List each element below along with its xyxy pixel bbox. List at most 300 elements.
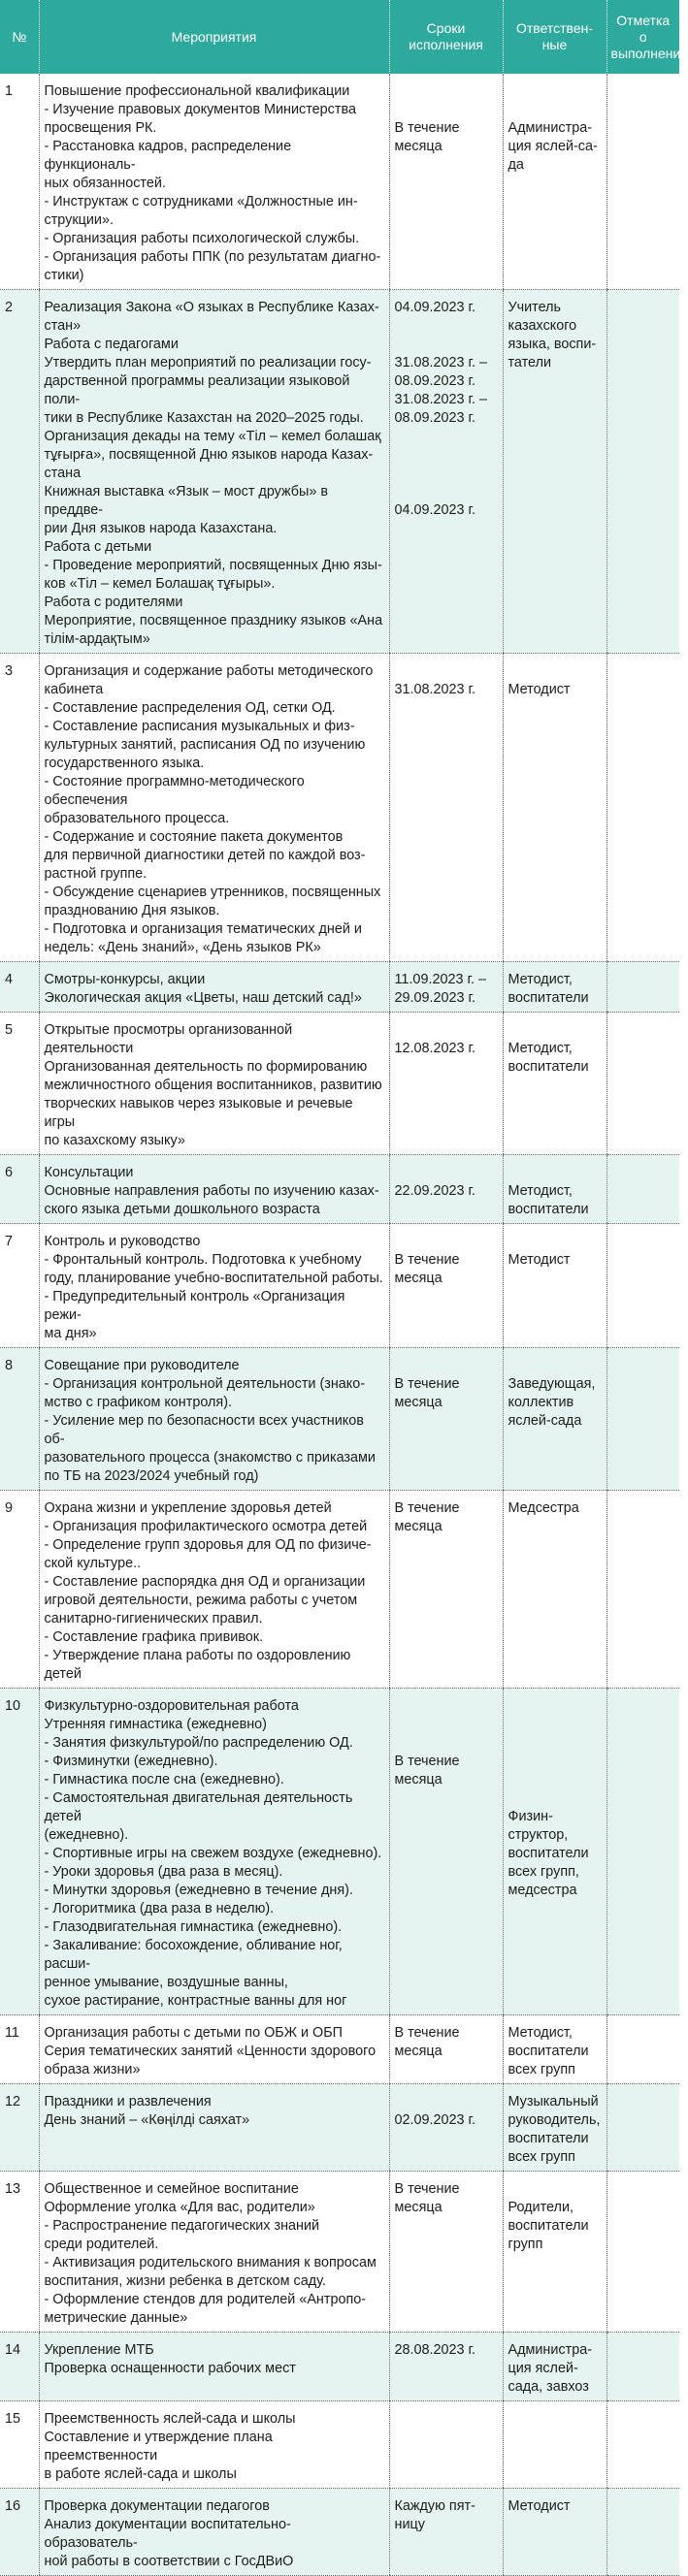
cell-event [39,1013,389,1155]
cell-deadline [389,1155,503,1224]
event-line: - Организация работы психологической службы. [44,231,360,246]
cell-num: 1 [0,74,39,290]
responsible-line [508,2410,602,2429]
event-line: Консультации [44,1165,134,1180]
deadline-line: 31.08.2023 г. [394,682,476,697]
event-line: образовательного процесса. [44,811,230,826]
event-line: кабинета [44,682,104,697]
event-line: просвещения РК. [44,120,157,136]
event-line: сухое растирание, контрастные ванны для ног [44,1993,347,2009]
responsible-line: воспитатели [508,1202,589,1217]
event-line: игровой деятельности, режима работы с учетом [44,1593,358,1608]
event-line: - Оформление стендов для родителей «Антропо- [44,2292,367,2307]
responsible-line [508,82,602,101]
event-line: по казахскому языку» [44,1133,185,1148]
responsible-line [508,1357,602,1375]
responsible-line: всех групп, [508,1864,579,1880]
responsible-line [508,1753,602,1771]
cell-responsible [503,2015,606,2084]
cell-event [39,654,389,962]
event-line: творческих навыков через языковые и речевые игры [44,1096,353,1130]
responsible-line [508,1734,602,1753]
deadline-line: месяца [394,139,442,154]
deadline-line [395,101,498,119]
event-line: ков «Тіл – кемел Болашақ тұғыры». [44,576,276,592]
event-line: - Гимнастика после сна (ежедневно). [44,1772,284,1787]
responsible-line [508,1697,602,1716]
deadline-line: 22.09.2023 г. [394,1183,476,1199]
event-line: - Инструктаж с сотрудниками «Должностные ин- [44,194,358,209]
cell-num: 3 [0,654,39,962]
event-line: - Распространение педагогических знаний [44,2218,320,2234]
header-deadline: Сроки исполнения [389,0,503,74]
cell-responsible [503,1224,606,1348]
event-line: ской культуре.. [44,1556,142,1571]
cell-num: 9 [0,1491,39,1689]
event-line: празднованию Дня языков. [44,903,220,918]
responsible-line: медсестра [508,1883,577,1898]
event-line: Книжная выставка «Язык – мост дружбы» в преддве- [44,484,329,518]
table-row [0,962,679,1013]
deadline-line [395,483,498,501]
cell-event [39,2015,389,2084]
deadline-line: 08.09.2023 г. [394,410,476,426]
responsible-line [508,1021,602,1040]
responsible-line: казахского [508,318,577,334]
responsible-line: всех групп [508,2062,575,2077]
event-line: Составление и утверждение плана преемственности [44,2430,273,2463]
responsible-line [508,1233,602,1251]
cell-event [39,1491,389,1689]
event-line: День знаний – «Көңілді саяхат» [44,2112,250,2128]
event-line: - Предупредительный контроль «Организация режи- [44,1289,345,1323]
cell-event [39,2401,389,2489]
deadline-line [395,1357,498,1375]
cell-deadline [389,1224,503,1348]
event-line: Реализация Закона «О языках в Республике Казах- [44,300,379,315]
event-line: - Минутки здоровья (ежедневно в течение дня). [44,1883,353,1898]
deadline-line [395,446,498,465]
deadline-line: В течение [394,2025,460,2041]
event-line: - Логоритмика (два раза в неделю). [44,1901,275,1916]
cell-deadline [389,2401,503,2489]
deadline-line: 12.08.2023 г. [394,1041,476,1056]
cell-responsible [503,1348,606,1491]
deadline-line: месяца [394,2200,442,2215]
cell-responsible [503,654,606,962]
responsible-line [508,101,602,119]
cell-event [39,2489,389,2576]
table-row [0,2401,679,2489]
cell-responsible [503,2084,606,2172]
table-row [0,74,679,290]
cell-num: 2 [0,290,39,654]
deadline-line: 31.08.2023 г. – [394,355,488,370]
table-row [0,1155,679,1224]
cell-event [39,1348,389,1491]
table-row [0,1491,679,1689]
cell-num: 8 [0,1348,39,1491]
deadline-line: 08.09.2023 г. [394,373,476,389]
event-line: ной работы в соответствии с ГосДВиО [44,2554,294,2569]
event-line: Смотры-конкурсы, акции [44,972,206,987]
cell-mark [606,1348,679,1491]
cell-responsible [503,2333,606,2401]
responsible-line [508,1789,602,1808]
event-line: - Проведение мероприятий, посвященных Дню язы- [44,558,382,573]
responsible-line: групп [508,2237,543,2252]
deadline-line [395,2410,498,2429]
deadline-line [395,1021,498,1040]
responsible-line: воспитатели [508,1846,589,1861]
event-line: мство с графиком контроля). [44,1395,233,1410]
table-row [0,1348,679,1491]
event-line: Организация декады на тему «Тіл – кемел болашақ [44,429,381,444]
event-line: - Усиление мер по безопасности всех участников об- [44,1413,364,1447]
event-line: - Глазодвигательная гимнастика (ежедневно). [44,1919,343,1935]
deadline-line: В течение [394,1376,460,1392]
event-line: Серия тематических занятий «Ценности здорового [44,2044,377,2059]
event-line: (ежедневно). [44,1827,129,1843]
event-line: - Определение групп здоровья для ОД по физиче- [44,1537,372,1553]
event-line: году, планирование учебно-воспитательной работы. [44,1271,383,1286]
event-line: ных обязанностей. [44,176,166,191]
responsible-line: языка, воспи- [508,337,597,352]
cell-deadline [389,1491,503,1689]
responsible-line: татели [508,355,552,370]
event-line: - Обсуждение сценариев утренников, посвященных [44,885,381,900]
event-line: дарственной программы реализации языковой поли- [44,373,350,407]
event-line: Утвердить план мероприятий по реализации госу- [44,355,372,370]
event-line: межличностного общения воспитанников, развитию [44,1078,382,1093]
event-line: Укрепление МТБ [44,2342,154,2358]
deadline-line: месяца [394,2044,442,2059]
cell-mark [606,1689,679,2015]
cell-responsible [503,1013,606,1155]
cell-deadline [389,2172,503,2333]
responsible-line [508,662,602,681]
cell-deadline [389,1689,503,2015]
event-line: - Составление распределения ОД, сетки ОД. [44,700,336,716]
event-line: - Подготовка и организация тематических дней и [44,921,362,937]
cell-num: 5 [0,1013,39,1155]
responsible-line [508,1771,602,1789]
event-line: - Закаливание: босохождение, обливание ног, расши- [44,1938,343,1972]
cell-num: 10 [0,1689,39,2015]
table-row [0,2172,679,2333]
event-line: - Организация контрольной деятельности (знако- [44,1376,366,1392]
deadline-line: 31.08.2023 г. – [394,392,488,407]
responsible-line: воспитатели [508,2131,589,2146]
responsible-line: воспитатели [508,2044,589,2059]
event-line: Совещание при руководителе [44,1358,240,1373]
responsible-line: коллектив [508,1395,574,1410]
cell-responsible [503,74,606,290]
deadline-line: 04.09.2023 г. [394,300,476,315]
table-row [0,1013,679,1155]
event-line: Работа с детьми [44,539,152,555]
deadline-line [395,317,498,336]
event-line: растной группе. [44,866,147,882]
cell-deadline [389,2084,503,2172]
responsible-line: ция яслей- [508,2361,578,2376]
cell-mark [606,290,679,654]
cell-num: 14 [0,2333,39,2401]
cell-num: 7 [0,1224,39,1348]
event-line: ренное умывание, воздушные ванны, [44,1975,288,1990]
responsible-line: воспитатели [508,2218,589,2234]
deadline-line [395,428,498,446]
event-line: - Организация работы ППК (по результатам диагно- [44,249,381,265]
event-line: струкции». [44,212,114,228]
cell-mark [606,1013,679,1155]
deadline-line: 04.09.2023 г. [394,502,476,518]
cell-mark [606,654,679,962]
responsible-line [508,1716,602,1734]
cell-deadline [389,1348,503,1491]
deadline-line: месяца [394,1772,442,1787]
cell-mark [606,2333,679,2401]
cell-mark [606,1155,679,1224]
event-line: Основные направления работы по изучению казах- [44,1183,379,1199]
event-line: для первичной диагностики детей по каждой воз- [44,848,366,863]
event-line: санитарно-гигиенических правил. [44,1611,263,1626]
event-line: - Изучение правовых документов Министерства [44,102,356,117]
table-row [0,654,679,962]
cell-responsible [503,2401,606,2489]
deadline-line: месяца [394,1519,442,1534]
responsible-line: Физин- [508,1809,553,1824]
deadline-line [395,1734,498,1753]
event-line: рии Дня языков народа Казахстана. [44,521,278,536]
event-line: метрические данные» [44,2310,188,2326]
deadline-line [395,662,498,681]
responsible-line: всех групп [508,2149,575,2165]
deadline-line [395,1716,498,1734]
cell-mark [606,2401,679,2489]
responsible-line: структор, [508,1827,569,1843]
header-event: Мероприятия [39,0,389,74]
event-line: ма дня» [44,1326,97,1341]
cell-responsible [503,1491,606,1689]
cell-responsible [503,1155,606,1224]
deadline-line: В течение [394,120,460,136]
header-num: № [0,0,39,74]
cell-mark [606,2172,679,2333]
event-line: Утренняя гимнастика (ежедневно) [44,1717,267,1732]
event-line: - Самостоятельная двигательная деятельность детей [44,1790,353,1824]
table-header [0,0,688,74]
event-line: Проверка оснащенности рабочих мест [44,2361,296,2376]
event-line: государственного языка. [44,756,205,771]
event-line: - Содержание и состояние пакета документов [44,829,344,845]
event-line: - Фронтальный контроль. Подготовка к учебному [44,1252,362,1268]
deadline-line: 11.09.2023 г. – [394,972,486,987]
table-row [0,1689,679,2015]
cell-event [39,290,389,654]
event-line: стана [44,466,82,481]
responsible-line: руководитель, [508,2112,601,2128]
responsible-line: сада, завхоз [508,2379,589,2395]
event-line: тұғырға», посвященной Дню языков народа Казах- [44,447,374,463]
event-line: - Состояние программно-методического обеспечения [44,774,305,808]
cell-mark [606,962,679,1013]
event-line: Экологическая акция «Цветы, наш детский сад!» [44,990,362,1006]
responsible-line: Методист, [508,972,573,987]
event-line: - Спортивные игры на свежем воздухе (ежедневно). [44,1846,382,1861]
table-row [0,2489,679,2576]
responsible-line [508,1164,602,1182]
cell-mark [606,1224,679,1348]
header-responsible: Ответствен-ные [503,0,606,74]
responsible-line: Медсестра [508,1500,579,1516]
responsible-line: Методист [508,2498,571,2514]
cell-num: 12 [0,2084,39,2172]
event-line: Повышение профессиональной квалификации [44,83,350,99]
cell-event [39,962,389,1013]
responsible-line: да [508,157,524,173]
event-line: тілім-ардақтым» [44,631,150,647]
cell-num: 11 [0,2015,39,2084]
event-line: Оформление уголка «Для вас, родители» [44,2200,315,2215]
cell-num: 16 [0,2489,39,2576]
event-line: Охрана жизни и укрепление здоровья детей [44,1500,332,1516]
deadline-line [395,1697,498,1716]
cell-responsible [503,290,606,654]
header-mark: Отметка о выполнении [606,0,679,74]
deadline-line [395,2093,498,2111]
cell-mark [606,74,679,290]
event-line: - Составление распорядка дня ОД и организации [44,1574,366,1590]
event-line: - Составление расписания музыкальных и физ- [44,719,355,734]
cell-mark [606,1491,679,1689]
event-line: Организация работы с детьми по ОБЖ и ОБП [44,2025,344,2041]
event-line: культурных занятий, расписания ОД по изучению [44,737,366,753]
responsible-line: яслей-сада [508,1413,582,1429]
cell-mark [606,2489,679,2576]
cell-event [39,1155,389,1224]
event-line: тики в Республике Казахстан на 2020–2025 годы. [44,410,364,426]
event-line: - Уроки здоровья (два раза в месяц). [44,1864,283,1880]
responsible-line: Родители, [508,2200,573,2215]
table-row [0,2015,679,2084]
responsible-line: ция яслей-са- [508,139,598,154]
deadline-line: Каждую пят- [394,2498,475,2514]
table-row [0,1224,679,1348]
cell-mark [606,2084,679,2172]
event-line: Организованная деятельность по формированию [44,1059,368,1075]
responsible-line: Методист [508,1252,571,1268]
event-line: Преемственность яслей-сада и школы [44,2411,296,2427]
cell-deadline [389,2015,503,2084]
cell-deadline [389,290,503,654]
cell-deadline [389,1013,503,1155]
deadline-line: ницу [394,2517,425,2532]
responsible-line: Методист [508,682,571,697]
event-line: по ТБ на 2023/2024 учебный год) [44,1468,259,1484]
responsible-line: Методист, [508,1041,573,1056]
responsible-line: Музыкальный [508,2094,599,2109]
event-line: воспитания, жизни ребенка в детском саду. [44,2273,326,2289]
deadline-line [395,1233,498,1251]
responsible-line: воспитатели [508,1059,589,1075]
table-row [0,2084,679,2172]
deadline-line: месяца [394,1395,442,1410]
event-line: Работа с родителями [44,595,183,610]
event-line: Открытые просмотры организованной деятельности [44,1022,293,1056]
cell-num: 6 [0,1155,39,1224]
event-line: - Активизация родительского внимания к вопросам [44,2255,377,2270]
event-line: - Занятия физкультурой/по распределению ОД. [44,1735,353,1751]
cell-responsible [503,2172,606,2333]
cell-mark [606,2015,679,2084]
event-line: - Расстановка кадров, распределение функциональ- [44,139,292,173]
event-line: Физкультурно-оздоровительная работа [44,1698,299,1714]
event-line: в работе яслей-сада и школы [44,2466,237,2482]
cell-num: 15 [0,2401,39,2489]
event-line: - Составление графика прививок. [44,1629,264,1645]
cell-responsible [503,1689,606,2015]
responsible-line: Администра- [508,120,592,136]
cell-deadline [389,654,503,962]
deadline-line [395,336,498,354]
deadline-line: 29.09.2023 г. [394,990,476,1006]
cell-event [39,2172,389,2333]
deadline-line: месяца [394,1271,442,1286]
deadline-line: В течение [394,1500,460,1516]
event-line: Работа с педагогами [44,337,179,352]
cell-num: 13 [0,2172,39,2333]
cell-deadline [389,2333,503,2401]
table-row [0,2333,679,2401]
event-line: - Утверждение плана работы по оздоровлению детей [44,1648,351,1682]
event-line: Организация и содержание работы методического [44,663,374,679]
cell-event [39,74,389,290]
event-line: образа жизни» [44,2062,141,2077]
event-line: среди родителей. [44,2237,159,2252]
responsible-line: Заведующая, [508,1376,596,1392]
event-line: Анализ документации воспитательно-образователь- [44,2517,291,2551]
responsible-line: воспитатели [508,990,589,1006]
cell-event [39,2333,389,2401]
event-line: разовательного процесса (знакомство с приказами [44,1450,376,1465]
cell-responsible [503,2489,606,2576]
event-line: недель: «День знаний», «День языков РК» [44,940,321,955]
deadline-line: 28.08.2023 г. [394,2342,476,2358]
table-row [0,290,679,654]
cell-deadline [389,962,503,1013]
event-line: Праздники и развлечения [44,2094,212,2109]
event-line: - Физминутки (ежедневно). [44,1754,218,1769]
event-line: Общественное и семейное воспитание [44,2181,299,2197]
event-line: Мероприятие, посвященное празднику языков «Ана [44,613,383,628]
responsible-line: Методист, [508,1183,573,1199]
deadline-line: В течение [394,1754,460,1769]
cell-num: 4 [0,962,39,1013]
cell-event [39,1689,389,2015]
responsible-line: Администра- [508,2342,592,2358]
table-body [0,74,679,2576]
responsible-line: Учитель [508,300,562,315]
event-line: ского языка детьми дошкольного возраста [44,1202,320,1217]
cell-event [39,1224,389,1348]
responsible-line [508,2180,602,2199]
event-line: стики) [44,268,84,283]
deadline-line [395,1164,498,1182]
event-line: Проверка документации педагогов [44,2498,270,2514]
cell-deadline [389,74,503,290]
deadline-line [395,82,498,101]
